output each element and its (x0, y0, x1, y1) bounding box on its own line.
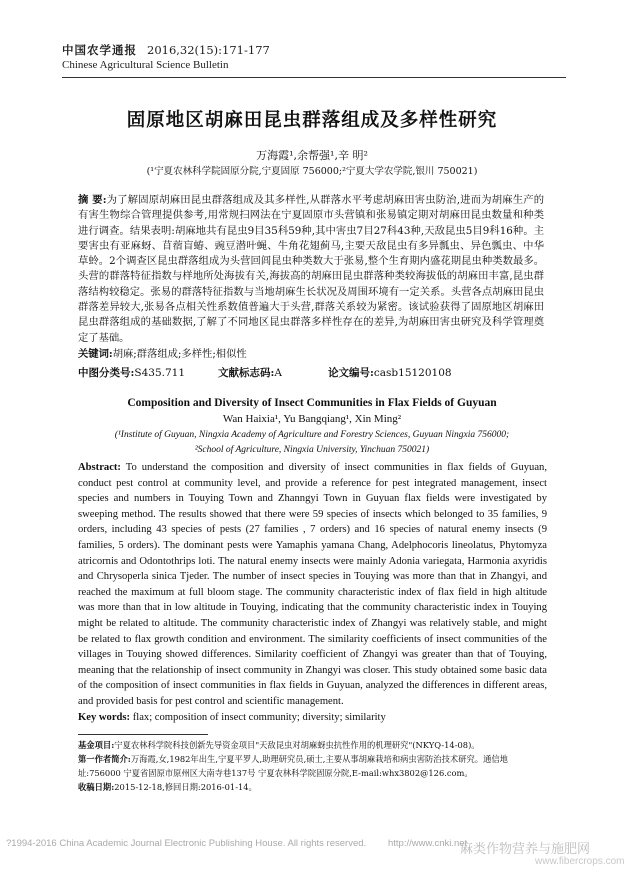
abstract-cn-label: 摘 要: (78, 194, 107, 206)
author-note (78, 752, 546, 780)
doc-code-field (218, 365, 282, 380)
cnki-url[interactable]: http://www.cnki.net (388, 838, 468, 849)
title-cn: 固原地区胡麻田昆虫群落组成及多样性研究 (126, 110, 498, 131)
date-note (78, 780, 546, 794)
abstract-cn (78, 193, 544, 346)
journal-header (62, 42, 270, 58)
paper-id-value: casb15120108 (373, 367, 452, 379)
author-note-text: 万海霞,女,1982年出生,宁夏平罗人,助理研究员,硕士,主要从事胡麻栽培和病虫害防治技术研究。通信地址:756000 宁夏省固原市原州区大南寺巷137号 宁夏农林科学院固原分院,E-mail:whx3802@126.com。 (78, 754, 508, 778)
author-note-label: 第一作者简介: (78, 754, 131, 764)
journal-citation: 2016,32(15):171-177 (147, 43, 270, 57)
footnotes (78, 738, 546, 794)
affiliation-cn: (¹宁夏农林科学院固原分院,宁夏固原 756000;²宁夏大学农学院,银川 750021) (146, 166, 478, 177)
fund-note (78, 738, 546, 752)
keywords-cn (78, 347, 544, 362)
clc-label: 中图分类号: (78, 367, 135, 379)
authors-cn: 万海霞¹,余帮强¹,辛 明² (256, 149, 368, 162)
keywords-cn-label: 关键词: (78, 348, 113, 360)
header-rule (62, 77, 566, 78)
affiliation-en-1: (¹Institute of Guyuan, Ningxia Academy of Agriculture and Forestry Sciences, Guyuan Ningxia 756000; (114, 430, 510, 440)
title-en: Composition and Diversity of Insect Communities in Flax Fields of Guyuan (127, 397, 497, 409)
fund-text: 宁夏农林科学院科技创新先导资金项目"天敌昆虫对胡麻蚜虫抗性作用的机理研究"(NKYQ-14-08)。 (114, 740, 480, 750)
date-text: 2015-12-18,修回日期:2016-01-14。 (114, 782, 257, 792)
keywords-en (78, 710, 547, 726)
copyright-footer: ?1994-2016 China Academic Journal Electronic Publishing House. All rights reserved. (6, 838, 367, 849)
journal-name-cn: 中国农学通报 (62, 43, 137, 57)
watermark-url: www.fibercrops.com (535, 856, 624, 867)
footnote-rule (78, 734, 208, 735)
doc-code-label: 文献标志码: (218, 367, 275, 379)
doc-code-value: A (274, 367, 282, 379)
date-label: 收稿日期: (78, 782, 115, 792)
abstract-en (78, 460, 547, 710)
keywords-cn-text: 胡麻;群落组成;多样性;相似性 (112, 348, 247, 360)
abstract-en-label: Abstract: (78, 462, 121, 473)
keywords-en-text: flax; composition of insect community; diversity; similarity (132, 712, 386, 723)
clc-field (78, 365, 185, 380)
abstract-cn-text: 为了解固原胡麻田昆虫群落组成及其多样性,从群落水平考虑胡麻田害虫防治,进而为胡麻生产的有害生物综合管理提供参考,用常规扫网法在宁夏固原市头营镇和张易镇定期对胡麻田昆虫数量和种类进行调查。结果表明:胡麻地共有昆虫9目35科59种,其中害虫7目27科43种,天敌昆虫5目9科16种。主要害虫有亚麻蚜、苜蓿盲蝽、豌豆潜叶蝇、牛角花翅蓟马,主要天敌昆虫有多异瓢虫、异色瓢虫、中华草蛉。2个调查区昆虫群落组成为头营回闾昆虫种类数大于张易,整个生育期内盛花期昆虫种类数最多。头营的群落特征指数与样地所处海拔有关,海拔高的胡麻田昆虫群落种类较海拔低的胡麻田丰富,昆虫群落结构较稳定。张易的群落特征指数与当地胡麻生长状况及周围环境有一定关系。头营各点胡麻田昆虫群落差异较大,张易各点相关性系数值普遍大于头营,群落关系较为紧密。该试验获得了固原地区胡麻田昆虫群落组成的基础数据,了解了不同地区昆虫群落多样性存在的差异,为胡麻田害虫研究及科学管理奠定了基础。 (78, 194, 545, 344)
authors-en: Wan Haixia¹, Yu Bangqiang¹, Xin Ming² (222, 413, 402, 425)
affiliation-en-2: ²School of Agriculture, Ningxia University, Yinchuan 750021) (194, 445, 430, 455)
journal-name-en: Chinese Agricultural Science Bulletin (62, 59, 229, 71)
fund-label: 基金项目: (78, 740, 115, 750)
abstract-en-text: To understand the composition and diversity of insect communities in flax fields of Guyuan, conduct pest control at community level, and provide a reference for pest integrated management, insect species and numbers in Touying Town and Zhanngyi Town in Guyuan flax fields were investigated by sweeping method. The results showed that there were 59 species of insects which belonged to 35 families, 9 orders, including 43 species of pests (27 families , 7 orders) and 16 species of natural enemy insects (9 families, 5 orders). The dominant pests were Yamaphis yamana Chang, Adelphocoris lineolatus, Phytomyza atricornis and Odontothrips loti. The natural enemy insects were mainly Adonia variegata, Harmonia axyridis and Chrysoperla sinica Tjeder. The number of insect species in Touying was more than that in Zhangyi, and reached the maximum at full bloom stage. The community characteristic index of flax field in high altitude was more than that in low altitude in Touying, indicating that the community characteristic index in Touying might be related to altitude. The community characteristic index of Zhangyi was relatively stable, and might be related to flax growth condition and environment. The similarity coefficients of insect communities of the villages in Touying showed differences. Similarity coefficient of Zhangyi was greater than that of Touying, meaning that the relationship of insect community in Zhangyi was closer. This study obtained some basic data of the composition of insect communities in flax fields in Guyuan, analyzed the differences in different areas, and provided basis for pest control and scientific management. (78, 462, 547, 707)
paper-id-field (328, 365, 452, 380)
keywords-en-label: Key words: (78, 712, 131, 723)
paper-id-label: 论文编号: (328, 367, 374, 379)
clc-value: S435.711 (134, 367, 186, 379)
watermark-text: 麻类作物营养与施肥网 (460, 842, 591, 857)
